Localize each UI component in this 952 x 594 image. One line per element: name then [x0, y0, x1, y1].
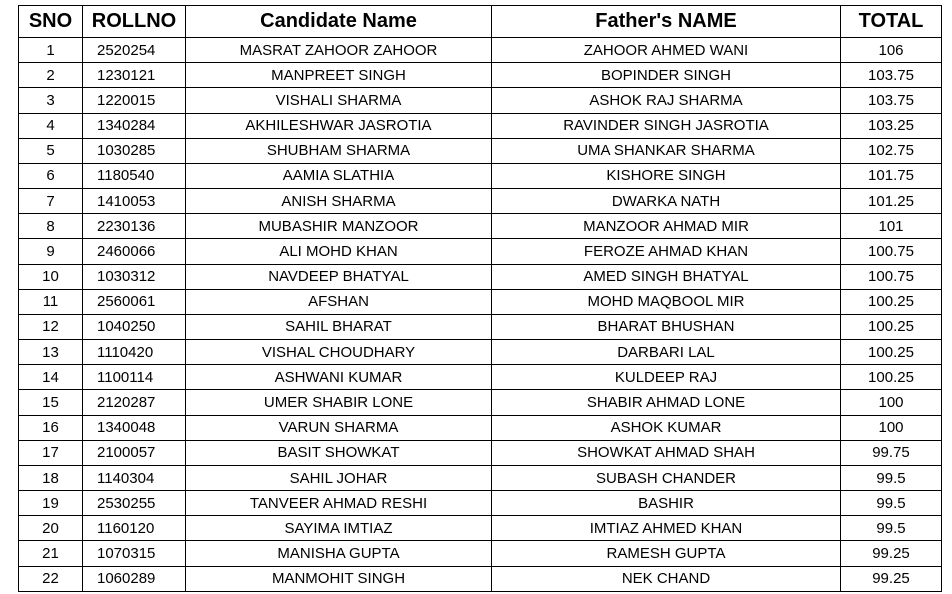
candidate-name-cell: TANVEER AHMAD RESHI	[186, 491, 492, 516]
sno-cell: 4	[19, 113, 83, 138]
rollno-cell: 1030312	[83, 264, 186, 289]
candidate-name-cell: ANISH SHARMA	[186, 189, 492, 214]
rollno-cell: 1140304	[83, 465, 186, 490]
total-cell: 103.75	[841, 88, 942, 113]
rollno-cell: 1220015	[83, 88, 186, 113]
father-name-cell: BHARAT BHUSHAN	[492, 314, 841, 339]
rollno-cell: 1030285	[83, 138, 186, 163]
total-cell: 99.75	[841, 440, 942, 465]
table-row	[19, 340, 942, 365]
rollno-cell: 1100114	[83, 365, 186, 390]
total-cell: 99.5	[841, 516, 942, 541]
table-row	[19, 365, 942, 390]
candidate-name-cell: BASIT SHOWKAT	[186, 440, 492, 465]
total-cell: 103.25	[841, 113, 942, 138]
table-row	[19, 541, 942, 566]
header-rollno: ROLLNO	[83, 6, 186, 38]
total-cell: 99.5	[841, 491, 942, 516]
table-row	[19, 214, 942, 239]
father-name-cell: BOPINDER SINGH	[492, 63, 841, 88]
table-row	[19, 491, 942, 516]
rollno-cell: 1340284	[83, 113, 186, 138]
candidate-name-cell: UMER SHABIR LONE	[186, 390, 492, 415]
father-name-cell: BASHIR	[492, 491, 841, 516]
sno-cell: 10	[19, 264, 83, 289]
total-cell: 106	[841, 38, 942, 63]
total-cell: 101.25	[841, 189, 942, 214]
candidate-name-cell: ASHWANI KUMAR	[186, 365, 492, 390]
table-row	[19, 415, 942, 440]
table-row	[19, 465, 942, 490]
sno-cell: 7	[19, 189, 83, 214]
table-row	[19, 163, 942, 188]
candidate-name-cell: MANISHA GUPTA	[186, 541, 492, 566]
father-name-cell: DARBARI LAL	[492, 340, 841, 365]
header-sno: SNO	[19, 6, 83, 38]
table-row	[19, 440, 942, 465]
total-cell: 103.75	[841, 63, 942, 88]
father-name-cell: MOHD MAQBOOL MIR	[492, 289, 841, 314]
father-name-cell: ZAHOOR AHMED WANI	[492, 38, 841, 63]
rollno-cell: 1110420	[83, 340, 186, 365]
rollno-cell: 1180540	[83, 163, 186, 188]
total-cell: 100.25	[841, 340, 942, 365]
table-row	[19, 113, 942, 138]
father-name-cell: RAVINDER SINGH JASROTIA	[492, 113, 841, 138]
header-father-name: Father's NAME	[492, 6, 841, 38]
sno-cell: 5	[19, 138, 83, 163]
table-row	[19, 264, 942, 289]
rollno-cell: 2120287	[83, 390, 186, 415]
candidate-name-cell: ALI MOHD KHAN	[186, 239, 492, 264]
total-cell: 99.5	[841, 465, 942, 490]
table-row	[19, 390, 942, 415]
total-cell: 100	[841, 390, 942, 415]
rollno-cell: 2460066	[83, 239, 186, 264]
rollno-cell: 1340048	[83, 415, 186, 440]
sno-cell: 17	[19, 440, 83, 465]
rollno-cell: 2530255	[83, 491, 186, 516]
candidate-name-cell: MANPREET SINGH	[186, 63, 492, 88]
sno-cell: 20	[19, 516, 83, 541]
father-name-cell: NEK CHAND	[492, 566, 841, 591]
candidate-name-cell: MANMOHIT SINGH	[186, 566, 492, 591]
table-row	[19, 289, 942, 314]
sno-cell: 1	[19, 38, 83, 63]
table-row	[19, 239, 942, 264]
candidate-name-cell: NAVDEEP BHATYAL	[186, 264, 492, 289]
sno-cell: 2	[19, 63, 83, 88]
candidate-name-cell: SAHIL JOHAR	[186, 465, 492, 490]
candidate-name-cell: VISHAL CHOUDHARY	[186, 340, 492, 365]
sno-cell: 13	[19, 340, 83, 365]
father-name-cell: ASHOK RAJ SHARMA	[492, 88, 841, 113]
candidate-name-cell: VISHALI SHARMA	[186, 88, 492, 113]
father-name-cell: KULDEEP RAJ	[492, 365, 841, 390]
sno-cell: 19	[19, 491, 83, 516]
sno-cell: 14	[19, 365, 83, 390]
father-name-cell: AMED SINGH BHATYAL	[492, 264, 841, 289]
rollno-cell: 1230121	[83, 63, 186, 88]
rollno-cell: 1070315	[83, 541, 186, 566]
table-row	[19, 63, 942, 88]
sno-cell: 11	[19, 289, 83, 314]
rollno-cell: 2230136	[83, 214, 186, 239]
rollno-cell: 1160120	[83, 516, 186, 541]
father-name-cell: FEROZE AHMAD KHAN	[492, 239, 841, 264]
sno-cell: 15	[19, 390, 83, 415]
total-cell: 100.25	[841, 365, 942, 390]
total-cell: 99.25	[841, 566, 942, 591]
father-name-cell: KISHORE SINGH	[492, 163, 841, 188]
sno-cell: 6	[19, 163, 83, 188]
rollno-cell: 2560061	[83, 289, 186, 314]
table-row	[19, 189, 942, 214]
table-row	[19, 138, 942, 163]
rollno-cell: 1410053	[83, 189, 186, 214]
sno-cell: 12	[19, 314, 83, 339]
table-row	[19, 314, 942, 339]
rollno-cell: 1040250	[83, 314, 186, 339]
rollno-cell: 1060289	[83, 566, 186, 591]
candidate-name-cell: AAMIA SLATHIA	[186, 163, 492, 188]
sno-cell: 22	[19, 566, 83, 591]
candidate-name-cell: AKHILESHWAR JASROTIA	[186, 113, 492, 138]
rollno-cell: 2520254	[83, 38, 186, 63]
candidate-name-cell: SAHIL BHARAT	[186, 314, 492, 339]
header-candidate-name: Candidate Name	[186, 6, 492, 38]
candidate-name-cell: MASRAT ZAHOOR ZAHOOR	[186, 38, 492, 63]
father-name-cell: SUBASH CHANDER	[492, 465, 841, 490]
results-table	[18, 5, 942, 592]
father-name-cell: DWARKA NATH	[492, 189, 841, 214]
sno-cell: 3	[19, 88, 83, 113]
header-row	[19, 6, 942, 38]
father-name-cell: SHOWKAT AHMAD SHAH	[492, 440, 841, 465]
father-name-cell: ASHOK KUMAR	[492, 415, 841, 440]
total-cell: 101	[841, 214, 942, 239]
candidate-name-cell: SAYIMA IMTIAZ	[186, 516, 492, 541]
table-row	[19, 88, 942, 113]
table-row	[19, 516, 942, 541]
table-row	[19, 38, 942, 63]
sno-cell: 8	[19, 214, 83, 239]
total-cell: 99.25	[841, 541, 942, 566]
father-name-cell: IMTIAZ AHMED KHAN	[492, 516, 841, 541]
table-row	[19, 566, 942, 591]
father-name-cell: MANZOOR AHMAD MIR	[492, 214, 841, 239]
total-cell: 100.75	[841, 264, 942, 289]
father-name-cell: SHABIR AHMAD LONE	[492, 390, 841, 415]
candidate-name-cell: SHUBHAM SHARMA	[186, 138, 492, 163]
total-cell: 100.75	[841, 239, 942, 264]
sno-cell: 16	[19, 415, 83, 440]
total-cell: 100.25	[841, 314, 942, 339]
total-cell: 100	[841, 415, 942, 440]
total-cell: 101.75	[841, 163, 942, 188]
header-total: TOTAL	[841, 6, 942, 38]
sno-cell: 18	[19, 465, 83, 490]
total-cell: 100.25	[841, 289, 942, 314]
total-cell: 102.75	[841, 138, 942, 163]
father-name-cell: RAMESH GUPTA	[492, 541, 841, 566]
rollno-cell: 2100057	[83, 440, 186, 465]
father-name-cell: UMA SHANKAR SHARMA	[492, 138, 841, 163]
candidate-name-cell: AFSHAN	[186, 289, 492, 314]
candidate-name-cell: VARUN SHARMA	[186, 415, 492, 440]
sno-cell: 21	[19, 541, 83, 566]
sno-cell: 9	[19, 239, 83, 264]
candidate-name-cell: MUBASHIR MANZOOR	[186, 214, 492, 239]
